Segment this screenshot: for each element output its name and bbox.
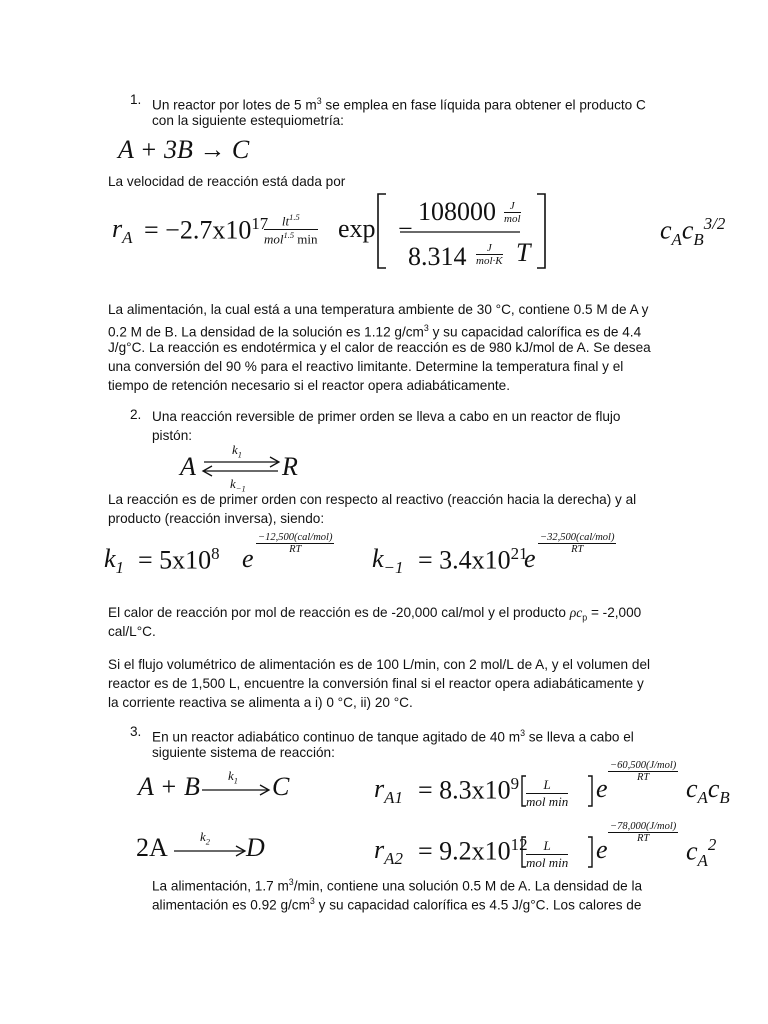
problem-2-intro-line1: Una reacción reversible de primer orden se lleva a cabo en un reactor de flujo [152, 409, 621, 424]
problem-2-para-line1: La reacción es de primer orden con respecto al reactivo (reacción hacia la derecha) y al [108, 492, 637, 507]
gas-constant: 8.314 [408, 242, 467, 271]
concentration-terms: $c_Ac_B^{3/2}$ [660, 214, 726, 249]
product: C [272, 772, 290, 801]
rate-coefficient: = $8.3x10^9$ [418, 774, 520, 805]
arrow: → [199, 135, 226, 164]
concentration-terms: $c_Ac_B$ [686, 774, 730, 808]
superscript: 3 [316, 96, 322, 106]
concentration-terms: $c_A^2$ [686, 835, 717, 870]
product: D [246, 833, 265, 862]
ea-units: J mol [504, 200, 521, 225]
reaction-3-2 [136, 829, 296, 869]
flow-line1: Si el flujo volumétrico de alimentación es de 100 L/min, con 2 mol/L de A, y el volumen del [108, 657, 651, 672]
text: Un reactor por lotes de 5 m [152, 97, 317, 113]
problem-1-para-line3: J/g°C. La reacción es endotérmica y el calor de reacción es de 980 kJ/mol de A. Se desea [108, 340, 651, 355]
rate-exponent: −60,500(J/mol) RT [610, 760, 677, 783]
reaction-3-1 [138, 768, 298, 808]
exponential-e: e [596, 835, 608, 864]
product: C [231, 135, 250, 164]
problem-3-number: 3. [130, 724, 142, 739]
rate-intro: La velocidad de reacción está dada por [108, 174, 346, 189]
problem-2-number: 2. [130, 407, 142, 422]
rate-coefficient: = $9.2x10^{12}$ [418, 835, 528, 866]
k1-label: $k_1$ [228, 768, 238, 786]
rate-equation-3-2 [374, 821, 744, 871]
problem-3-para-line2: alimentación es 0.92 $g/cm^3$ y su capacidad calorífica es 4.5 J/g°C. Los calores de [152, 896, 642, 913]
rate-equation-3-1 [374, 760, 744, 810]
problem-1-para-line2: 0.2 M de B. La densidad de la solución es 1.12 $g/cm^3$ y su capacidad calorífica es de 4.4 [108, 323, 642, 340]
rate-coefficient: = $-2.7x10^{17}$ [144, 214, 269, 245]
problem-1-para-line4: una conversión del 90 % para el reactivo limitante. Determine la temperatura final y el [108, 359, 624, 374]
k1-coefficient: = $5x10^8$ [138, 544, 220, 575]
rate-lhs: $r_A$ [112, 214, 133, 248]
rate-lhs: $r_{A2}$ [374, 835, 403, 869]
k-minus-1-coefficient: = $3.4x10^{21}$ [418, 544, 528, 575]
problem-2-intro-line2: pistón: [152, 428, 193, 443]
k-reverse: $k_{-1}$ [230, 476, 246, 494]
problem-2-para-line2: producto (reacción inversa), siendo: [108, 511, 325, 526]
reactant-A: A [180, 452, 196, 481]
gas-constant-units: J mol·K [476, 242, 503, 267]
rate-units: L mol min [526, 777, 569, 809]
minus-sign: − [398, 214, 413, 243]
exponential-e: e [242, 544, 254, 573]
reactants: A + 3B [118, 135, 193, 164]
temperature-symbol: T [516, 238, 531, 267]
rate-lhs: $r_{A1}$ [374, 774, 403, 808]
k1-exponent: −12,500(cal/mol) RT [258, 532, 333, 555]
problem-3-para-line1: La alimentación, 1.7 $m^3/\min$, contiene una solución 0.5 M de A. La densidad de la [152, 877, 643, 894]
problem-1-para-line5: tiempo de retención necesario si el reactor opera adiabáticamente. [108, 378, 511, 393]
activation-energy: 108000 [418, 197, 496, 226]
text: se emplea en fase líquida para obtener el producto C [321, 97, 646, 113]
heat-line2: cal/L°C. [108, 624, 156, 639]
exponential-e: e [596, 774, 608, 803]
rate-units: L mol min [526, 838, 569, 870]
flow-line3: la corriente reactiva se alimenta a i) 0 °C, ii) 20 °C. [108, 695, 413, 710]
reversible-reaction [180, 440, 320, 494]
rate-exponent: −78,000(J/mol) RT [610, 821, 677, 844]
k-minus-1-exponent: −32,500(cal/mol) RT [540, 532, 615, 555]
problem-1-para-line1: La alimentación, la cual está a una temperatura ambiente de 30 °C, contiene 0.5 M de A y [108, 302, 649, 317]
reactants: 2A [136, 833, 168, 862]
flow-line2: reactor es de 1,500 L, encuentre la conversión final si el reactor opera adiabáticamente y [108, 676, 644, 691]
product-R: R [282, 452, 298, 481]
problem-3-intro-line1: En un reactor adiabático continuo de tanque agitado de 40 $m^3$ se lleva a cabo el [152, 728, 634, 745]
reactants: A + B [138, 772, 200, 801]
rate-units: $lt^{1.5}$ mol$^{1.5}$ min [264, 212, 318, 247]
heat-line1: El calor de reacción por mol de reacción es de -20,000 cal/mol y el producto $\rho c_p = -2,000$ [108, 605, 642, 623]
k-minus-1-lhs: $k_{-1}$ [372, 544, 404, 578]
k-forward: $k_1$ [232, 442, 242, 460]
exp-word: exp [338, 214, 376, 243]
k1-lhs: $k_1$ [104, 544, 124, 578]
k2-label: $k_2$ [200, 829, 210, 847]
problem-3-intro-line2: siguiente sistema de reacción: [152, 745, 335, 760]
exponential-e: e [524, 544, 536, 573]
problem-1-number: 1. [130, 92, 142, 107]
problem-1-intro-line2: con la siguiente estequiometría: [152, 113, 344, 128]
reaction-1-equation [118, 135, 249, 165]
